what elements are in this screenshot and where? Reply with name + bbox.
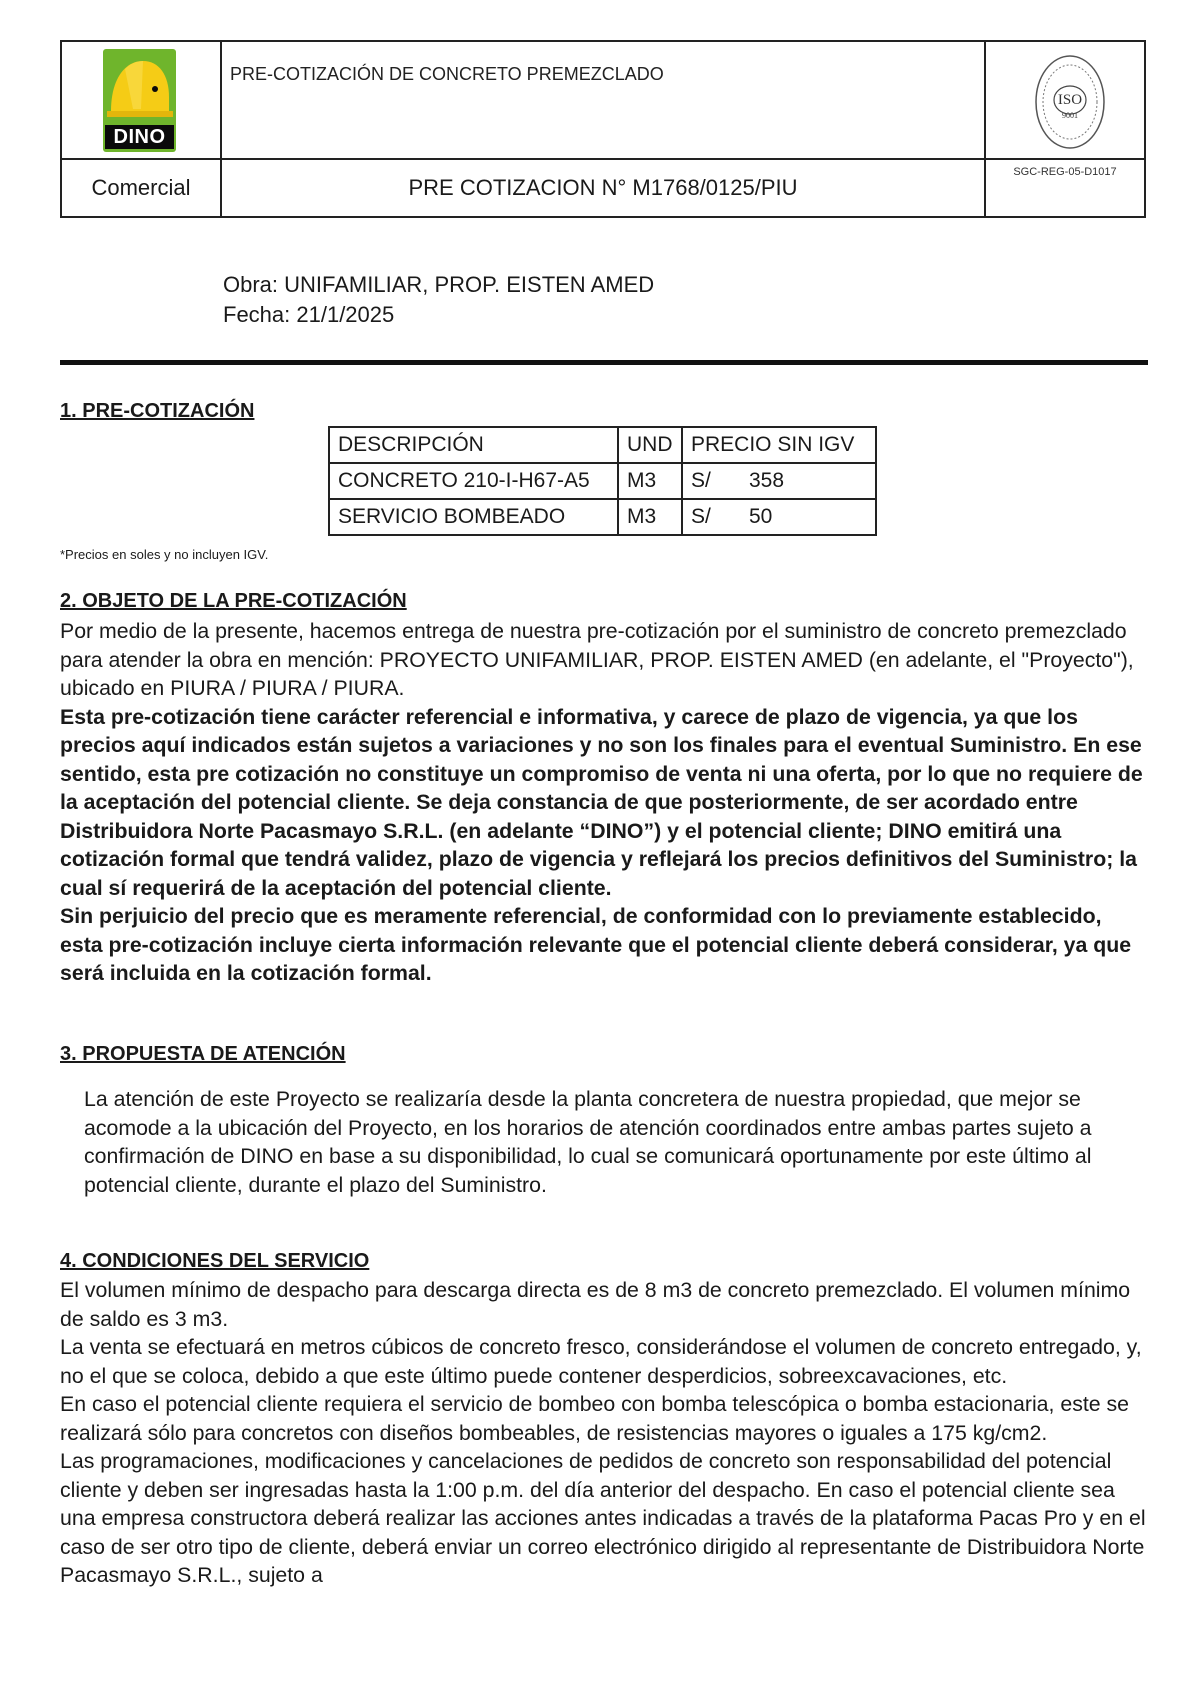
cell-descripcion: CONCRETO 210-I-H67-A5 <box>329 463 618 499</box>
section2-body <box>60 617 1150 988</box>
separator-bar <box>60 360 1148 365</box>
section4-paragraph-3: En caso el potencial cliente requiera el servicio de bombeo con bomba telescópica o bomba estacionaria, este se realizará sólo para concretos con diseños bombeables, de resistencias mayores o iguales a 175 kg/cm2. <box>60 1392 1130 1445</box>
price-table-header-row <box>329 427 876 463</box>
area-label: Comercial <box>91 175 191 200</box>
section2-title: 2. OBJETO DE LA PRE-COTIZACIÓN <box>60 590 407 612</box>
project-fecha: Fecha: 21/1/2025 <box>223 302 395 327</box>
table-row <box>329 499 876 535</box>
cell-precio-value: 358 <box>749 469 785 492</box>
cell-descripcion: SERVICIO BOMBEADO <box>329 499 618 535</box>
price-footnote: *Precios en soles y no incluyen IGV. <box>60 547 269 562</box>
section2-paragraph-2: Esta pre-cotización tiene carácter referencial e informativa, y carece de plazo de vigencia, ya que los precios aquí indicados están sujetos a variaciones y no son los finales para el eventual Suministro. En ese sentido, esta pre cotización no constituye un compromiso de venta ni una oferta, por lo que no requiere de la aceptación del potencial cliente. Se deja constancia de que posteriormente, de ser acordado entre Distribuidora Norte Pacasmayo S.R.L. (en adelante “DINO”) y el potencial cliente; DINO emitirá una cotización formal que tendrá validez, plazo de vigencia y reflejará los precios definitivos del Suministro; la cual sí requerirá de la aceptación del potencial cliente. <box>60 704 1143 900</box>
dino-logo <box>103 49 176 152</box>
header-precio: PRECIO SIN IGV <box>682 427 876 463</box>
section4-paragraph-4: Las programaciones, modificaciones y cancelaciones de pedidos de concreto son responsabilidad del potencial cliente y deben ser ingresadas hasta la 1:00 p.m. del día anterior del despacho. En caso el potencial cliente sea una empresa constructora deberá realizar las acciones antes indicadas a través de la plataforma Pacas Pro y en el caso de ser otro tipo de cliente, deberá enviar un correo electrónico dirigido al representante de Distribuidora Norte Pacasmayo S.R.L., sujeto a <box>60 1449 1146 1587</box>
cell-moneda: S/ <box>691 505 711 528</box>
quote-number: PRE COTIZACION N° M1768/0125/PIU <box>408 175 798 200</box>
cell-und: M3 <box>618 463 682 499</box>
header-descripcion: DESCRIPCIÓN <box>329 427 618 463</box>
header-und: UND <box>618 427 682 463</box>
price-table <box>328 426 877 536</box>
cell-precio <box>682 499 876 535</box>
table-row <box>329 463 876 499</box>
section4-body <box>60 1276 1150 1590</box>
section4-title: 4. CONDICIONES DEL SERVICIO <box>60 1250 370 1272</box>
cell-und: M3 <box>618 499 682 535</box>
document-code: SGC-REG-05-D1017 <box>1013 166 1117 178</box>
iso-number: 9001 <box>1062 111 1078 120</box>
iso-text: ISO <box>1057 92 1083 108</box>
section2-paragraph-1: Por medio de la presente, hacemos entrega de nuestra pre-cotización por el suministro de concreto premezclado para atender la obra en mención: PROYECTO UNIFAMILIAR, PROP. EISTEN AMED (en adelante, el "Proyecto"), ubicado en PIURA / PIURA / PIURA. <box>60 619 1134 700</box>
header-col-divider-right <box>984 40 986 218</box>
section2-paragraph-3: Sin perjuicio del precio que es meramente referencial, de conformidad con lo previamente establecido, esta pre-cotización incluye cierta información relevante que el potencial cliente deberá considerar, ya que será incluida en la cotización formal. <box>60 904 1132 985</box>
helmet-icon <box>103 49 176 129</box>
iso-seal-graphic <box>1030 50 1110 154</box>
section4-paragraph-2: La venta se efectuará en metros cúbicos de concreto fresco, considerándose el volumen de concreto entregado, y, no el que se coloca, debido a que este último puede contener desperdicios, sobreexcavaciones, etc. <box>60 1335 1142 1388</box>
cell-precio <box>682 463 876 499</box>
iso-seal <box>1030 50 1110 159</box>
cell-moneda: S/ <box>691 469 711 492</box>
cell-precio-value: 50 <box>749 505 773 528</box>
section3-title: 3. PROPUESTA DE ATENCIÓN <box>60 1043 346 1065</box>
section4-paragraph-1: El volumen mínimo de despacho para descarga directa es de 8 m3 de concreto premezclado. El volumen mínimo de saldo es 3 m3. <box>60 1278 1131 1331</box>
document-title: PRE-COTIZACIÓN DE CONCRETO PREMEZCLADO <box>230 64 664 84</box>
section3-paragraph-1: La atención de este Proyecto se realizaría desde la planta concretera de nuestra propiedad, que mejor se acomode a la ubicación del Proyecto, en los horarios de atención coordinados entre ambas partes sujeto a confirmación de DINO en base a su disponibilidad, lo cual se comunicará oportunamente por este último al potencial cliente, durante el plazo del Suministro. <box>84 1087 1092 1197</box>
logo-brand-text: DINO <box>105 125 174 149</box>
project-obra: Obra: UNIFAMILIAR, PROP. EISTEN AMED <box>223 272 655 297</box>
section1-title: 1. PRE-COTIZACIÓN <box>60 400 255 422</box>
logo-cell <box>62 42 220 158</box>
